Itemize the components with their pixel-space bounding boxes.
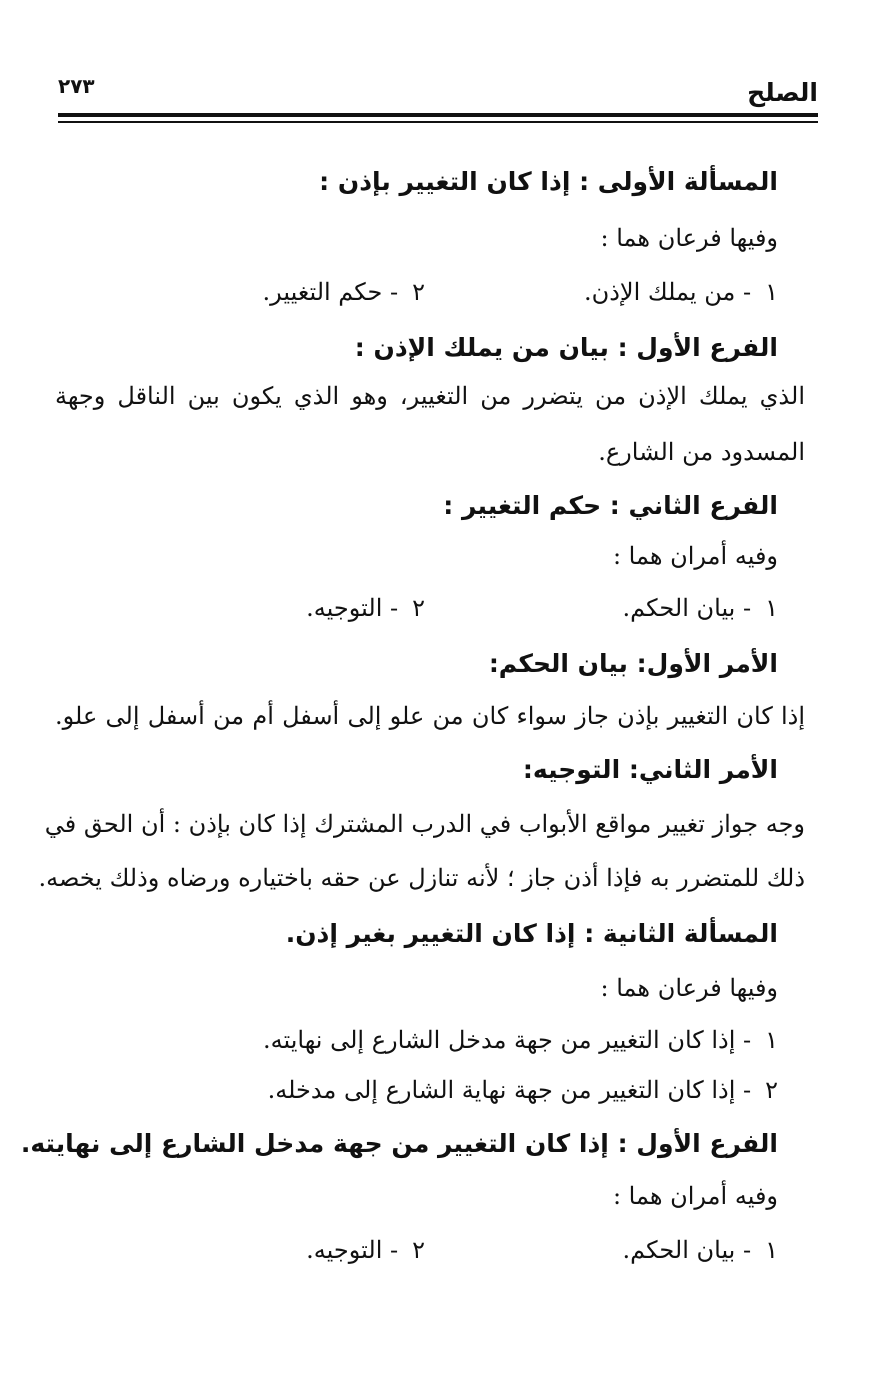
list-text: - إذا كان التغيير من جهة مدخل الشارع إلى نهايته. <box>263 1026 752 1054</box>
list-item <box>306 588 425 628</box>
paragraph-line: الذي يملك الإذن من يتضرر من التغيير، وهو الذي يكون بين الناقل وجهة <box>55 382 805 410</box>
list-number: ١ <box>765 1026 778 1054</box>
list-text: - التوجيه. <box>306 1236 399 1264</box>
list-item <box>584 272 778 312</box>
list-number: ١ <box>765 1236 778 1264</box>
list-text: - بيان الحكم. <box>622 594 752 622</box>
header-rule-thin <box>58 121 818 123</box>
paragraph-line: إذا كان التغيير بإذن جاز سواء كان من علو إلى أسفل أم من أسفل إلى علو. <box>55 702 805 730</box>
heading-matter-1: الأمر الأول: بيان الحكم: <box>488 649 778 678</box>
list-text: - إذا كان التغيير من جهة نهاية الشارع إلى مدخله. <box>267 1076 752 1104</box>
list-item <box>306 1230 425 1270</box>
list-number: ١ <box>765 278 778 306</box>
list-item <box>268 1070 778 1110</box>
list-item <box>623 588 778 628</box>
heading-branch-first: الفرع الأول : إذا كان التغيير من جهة مدخل الشارع إلى نهايته. <box>20 1129 778 1158</box>
list-number: ١ <box>765 594 778 622</box>
list-number: ٢ <box>412 1236 425 1264</box>
list-item <box>263 272 425 312</box>
list-number: ٢ <box>765 1076 778 1104</box>
heading-matter-2: الأمر الثاني: التوجيه: <box>522 755 778 784</box>
heading-issue-1: المسألة الأولى : إذا كان التغيير بإذن : <box>319 167 778 196</box>
list-text: - بيان الحكم. <box>622 1236 752 1264</box>
list-item <box>263 1020 778 1060</box>
list-text: - من يملك الإذن. <box>583 278 752 306</box>
heading-issue-2: المسألة الثانية : إذا كان التغيير بغير إذن. <box>285 919 778 948</box>
heading-branch-1: الفرع الأول : بيان من يملك الإذن : <box>354 333 778 362</box>
list-text: - التوجيه. <box>306 594 399 622</box>
list-text: - حكم التغيير. <box>262 278 399 306</box>
paragraph-line: وفيها فرعان هما : <box>600 224 778 252</box>
paragraph-line: وجه جواز تغيير مواقع الأبواب في الدرب المشترك إذا كان بإذن : أن الحق في <box>44 810 805 838</box>
paragraph-line: وفيه أمران هما : <box>612 542 778 570</box>
list-number: ٢ <box>412 278 425 306</box>
heading-branch-2: الفرع الثاني : حكم التغيير : <box>443 491 778 520</box>
running-title: الصلح <box>747 78 818 107</box>
list-item <box>623 1230 778 1270</box>
paragraph-line: وفيها فرعان هما : <box>600 974 778 1002</box>
paragraph-line: ذلك للمتضرر به فإذا أذن جاز ؛ لأنه تنازل عن حقه باختياره ورضاه وذلك يخصه. <box>38 864 805 892</box>
paragraph-line: وفيه أمران هما : <box>612 1182 778 1210</box>
paragraph-line: المسدود من الشارع. <box>598 438 805 466</box>
page-header <box>58 74 818 110</box>
list-number: ٢ <box>412 594 425 622</box>
page-number: ٢٧٣ <box>58 74 95 98</box>
header-rule-thick <box>58 113 818 117</box>
